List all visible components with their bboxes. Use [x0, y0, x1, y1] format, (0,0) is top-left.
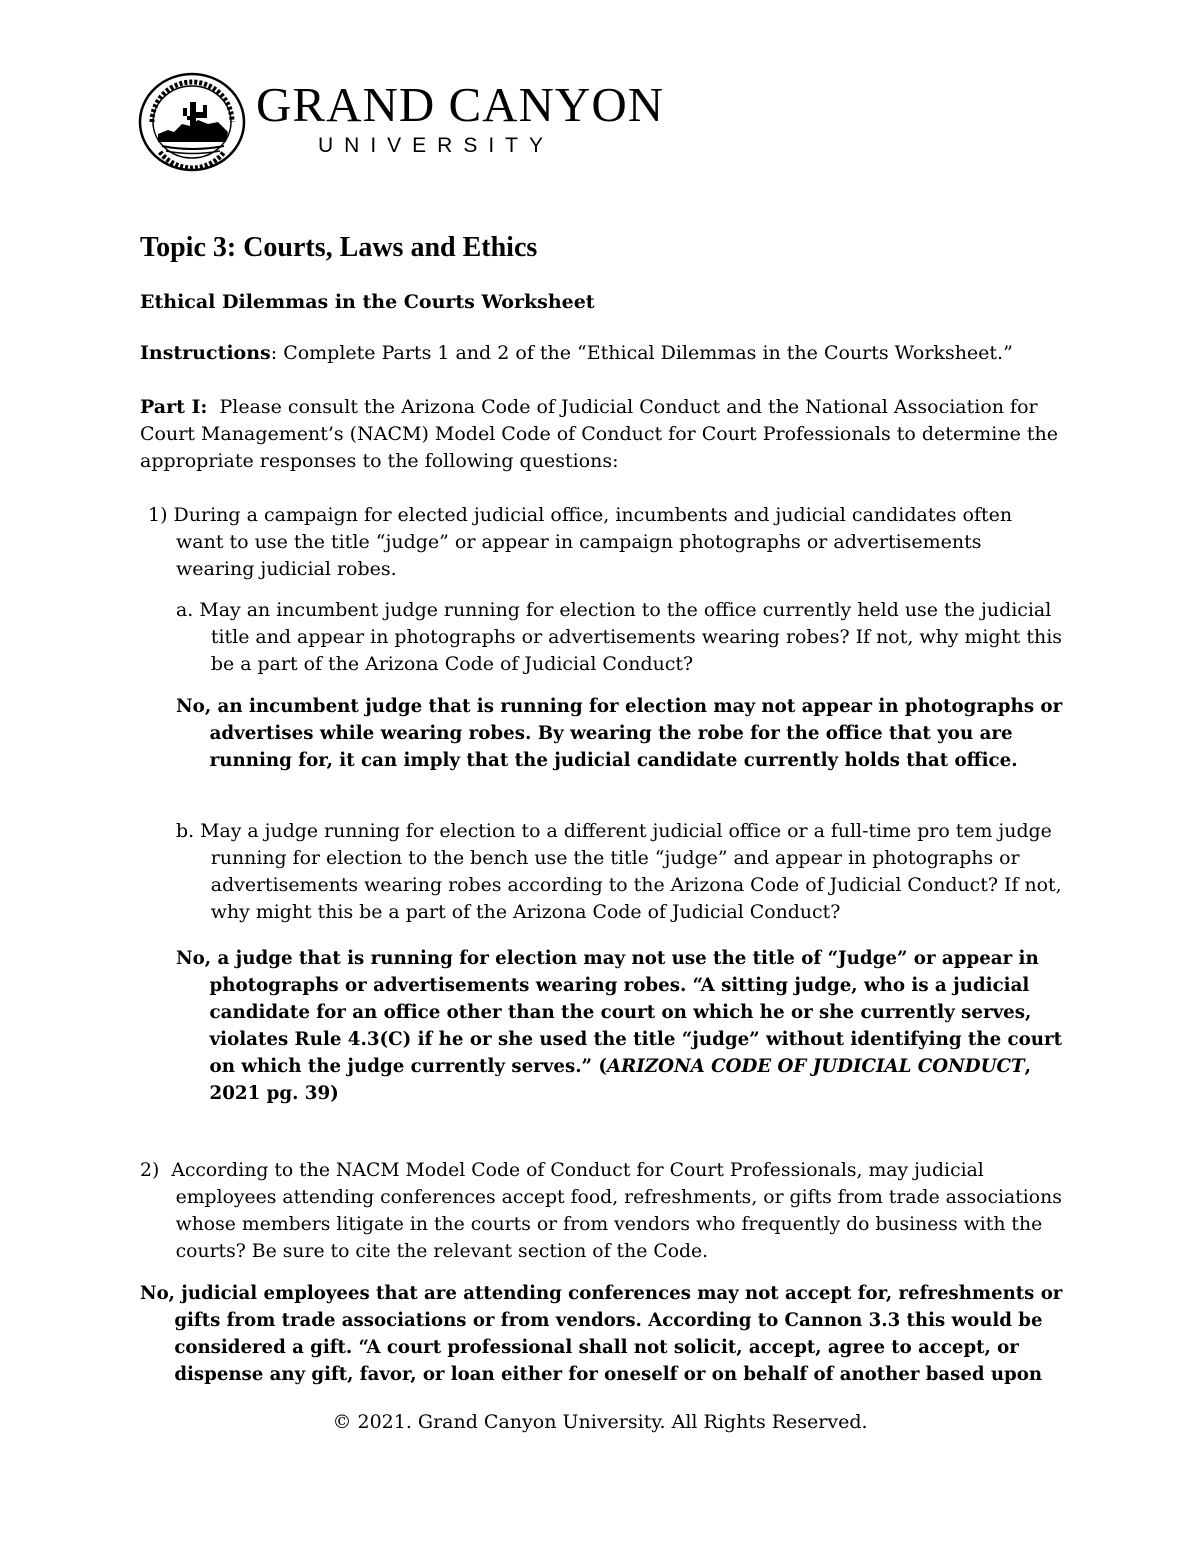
question-line: a. May an incumbent judge running for election to the office currently held use the judicial	[176, 599, 1052, 621]
question-line: 2) According to the NACM Model Code of Conduct for Court Professionals, may judicial	[140, 1159, 984, 1181]
question-line: want to use the title “judge” or appear in campaign photographs or advertisements	[176, 531, 982, 553]
instructions-label: Instructions	[140, 342, 271, 364]
answer-line: No, a judge that is running for election may not use the title of “Judge” or appear in	[176, 947, 1039, 969]
page-subtitle: Ethical Dilemmas in the Courts Worksheet	[140, 291, 595, 313]
answer-line: violates Rule 4.3(C) if he or she used the title “judge” without identifying the court	[209, 1028, 1063, 1050]
logo-wordmark-top: GRAND CANYON	[256, 77, 665, 132]
university-seal-icon	[138, 72, 248, 172]
answer-line: dispense any gift, favor, or loan either for oneself or on behalf of another based upon	[174, 1363, 1043, 1385]
part1-intro	[140, 394, 1058, 475]
answer-line: photographs or advertisements wearing robes. “A sitting judge, who is a judicial	[209, 974, 1030, 996]
question-line: advertisements wearing robes according to the Arizona Code of Judicial Conduct? If not,	[210, 874, 1062, 896]
gcu-logo	[138, 72, 665, 172]
question-line: be a part of the Arizona Code of Judicial Conduct?	[210, 653, 694, 675]
answer-line: 2021 pg. 39)	[209, 1082, 339, 1104]
part1-line: Court Management’s (NACM) Model Code of Conduct for Court Professionals to determine the	[140, 423, 1058, 445]
answer-text: on which the judge currently serves.” (	[209, 1055, 607, 1077]
question-1	[148, 502, 1012, 583]
answer-line: running for, it can imply that the judicial candidate currently holds that office.	[209, 749, 1018, 771]
answer-line-citation	[176, 1053, 1062, 1080]
copyright-footer: © 2021. Grand Canyon University. All Rights Reserved.	[332, 1411, 868, 1433]
answer-line: gifts from trade associations or from vendors. According to Cannon 3.3 this would be	[174, 1309, 1043, 1331]
instructions-text: : Complete Parts 1 and 2 of the “Ethical Dilemmas in the Courts Worksheet.”	[270, 342, 1013, 364]
answer-line: advertises while wearing robes. By wearing the robe for the office that you are	[209, 722, 1013, 744]
question-line: running for election to the bench use the title “judge” and appear in photographs or	[210, 847, 1020, 869]
answer-line: candidate for an office other than the court on which he or she currently serves,	[209, 1001, 1032, 1023]
part1-label: Part I:	[140, 396, 208, 418]
question-1a	[176, 597, 1062, 678]
question-line: wearing judicial robes.	[176, 558, 397, 580]
question-line: whose members litigate in the courts or from vendors who frequently do business with the	[175, 1213, 1043, 1235]
answer-1a	[176, 693, 1062, 774]
citation-title: ARIZONA CODE OF JUDICIAL CONDUCT	[606, 1055, 1025, 1077]
part1-line: appropriate responses to the following questions:	[140, 450, 619, 472]
question-2	[140, 1157, 1062, 1265]
question-line: title and appear in photographs or advertisements wearing robes? If not, why might this	[210, 626, 1063, 648]
question-line: why might this be a part of the Arizona Code of Judicial Conduct?	[210, 901, 841, 923]
page-title: Topic 3: Courts, Laws and Ethics	[140, 232, 538, 263]
instructions	[140, 340, 1013, 367]
answer-2	[140, 1280, 1062, 1388]
question-line: courts? Be sure to cite the relevant section of the Code.	[175, 1240, 709, 1262]
answer-1b	[176, 945, 1062, 1107]
question-1b	[176, 818, 1062, 926]
answer-text: ,	[1024, 1055, 1031, 1077]
question-line: b. May a judge running for election to a different judicial office or a full-time pro tem judge	[176, 820, 1052, 842]
part1-line: Please consult the Arizona Code of Judicial Conduct and the National Association for	[207, 396, 1038, 418]
question-line: employees attending conferences accept food, refreshments, or gifts from trade associations	[175, 1186, 1062, 1208]
answer-line: No, judicial employees that are attending conferences may not accept for, refreshments or	[140, 1282, 1063, 1304]
answer-line: considered a gift. “A court professional shall not solicit, accept, agree to accept, or	[174, 1336, 1019, 1358]
question-line: 1) During a campaign for elected judicial office, incumbents and judicial candidates often	[148, 504, 1013, 526]
answer-line: No, an incumbent judge that is running for election may not appear in photographs or	[176, 695, 1063, 717]
logo-wordmark-bottom: UNIVERSITY	[318, 134, 555, 157]
